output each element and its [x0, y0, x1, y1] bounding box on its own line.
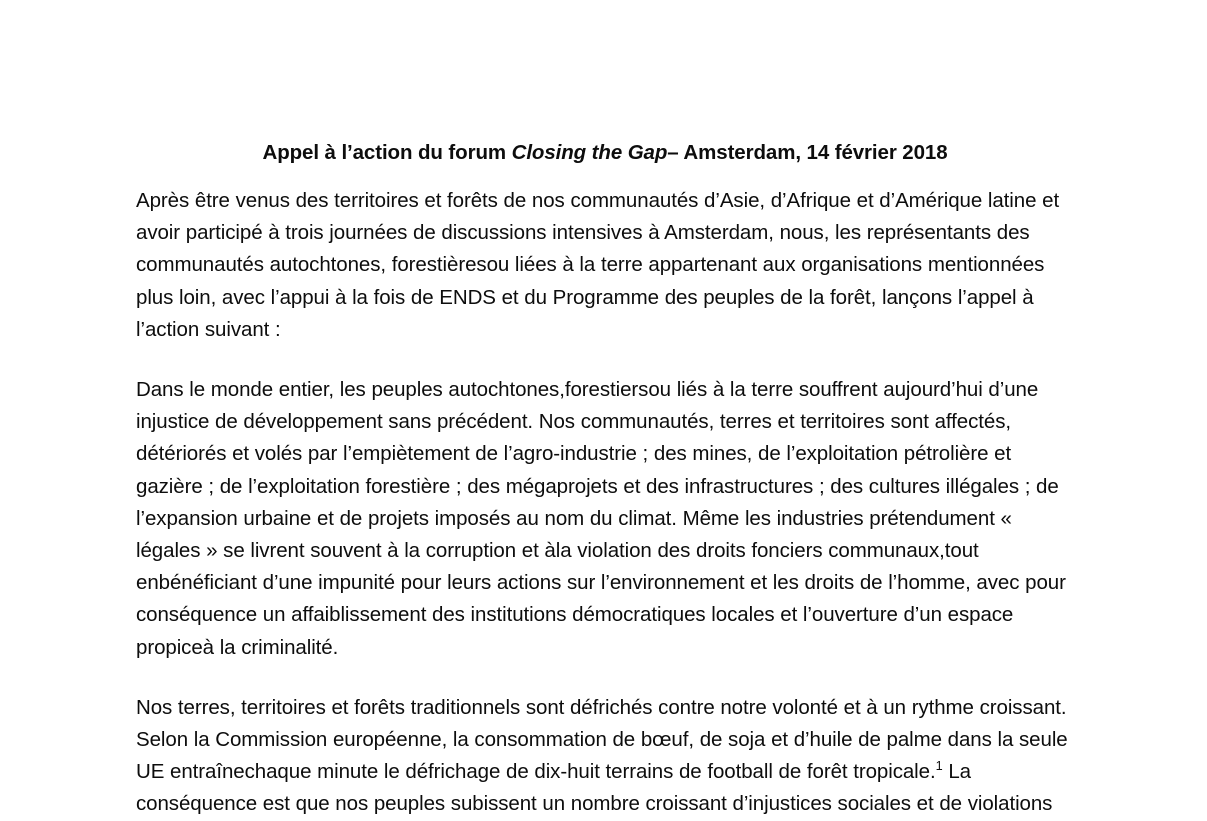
title-segment-before-italic: Appel à l’action du forum — [262, 141, 512, 164]
title-segment-after-italic: – Amsterdam, 14 février 2018 — [667, 141, 948, 164]
paragraph-3-text-after-footnote: La conséquence est que nos peuples subissent un nombre croissant d’injustices sociales et de violations — [136, 760, 1053, 816]
document-title — [136, 137, 1074, 168]
paragraph-3 — [136, 692, 1074, 821]
paragraph-2: Dans le monde entier, les peuples autochtones,forestiersou liés à la terre souffrent aujourd’hui d’une injustice de développement sans précédent. Nos communautés, terres et territoires sont affectés, détériorés et volés par l’empiètement de l’agro-industrie ; des mines, de l’exploitation pétrolière et gazière ; de l’exploitation forestière ; des mégaprojets et des infrastructures ; des cultures illégales ; de l’expansion urbaine et de projets imposés au nom du climat. Même les industries prétendument « légales » se livrent souvent à la corruption et àla violation des droits fonciers communaux,tout enbénéficiant d’une impunité pour leurs actions sur l’environnement et les droits de l’homme, avec pour conséquence un affaiblissement des institutions démocratiques locales et l’ouverture d’un espace propiceà la criminalité. — [136, 378, 1066, 659]
title-segment-italic: Closing the Gap — [511, 141, 668, 164]
paragraph-1: Après être venus des territoires et forêts de nos communautés d’Asie, d’Afrique et d’Amérique latine et avoir participé à trois journées de discussions intensives à Amsterdam, nous, les représentants des communautés autochtones, forestièresou liées à la terre appartenant aux organisations mentionnées plus loin, avec l’appui à la fois de ENDS et du Programme des peuples de la forêt, lançons l’appel à l’action suivant : — [136, 189, 1060, 341]
document-text-body — [136, 137, 1074, 821]
footnote-marker[interactable]: 1 — [935, 758, 943, 774]
paragraph-3-text-before-footnote: Nos terres, territoires et forêts traditionnels sont défrichés contre notre volonté et à un rythme croissant. Selon la Commission européenne, la consommation de bœuf, de soja et d’huile de palme dans la seule UE entraînechaque minute le défrichage de dix-huit terrains de football de forêt tropicale. — [136, 695, 1068, 784]
